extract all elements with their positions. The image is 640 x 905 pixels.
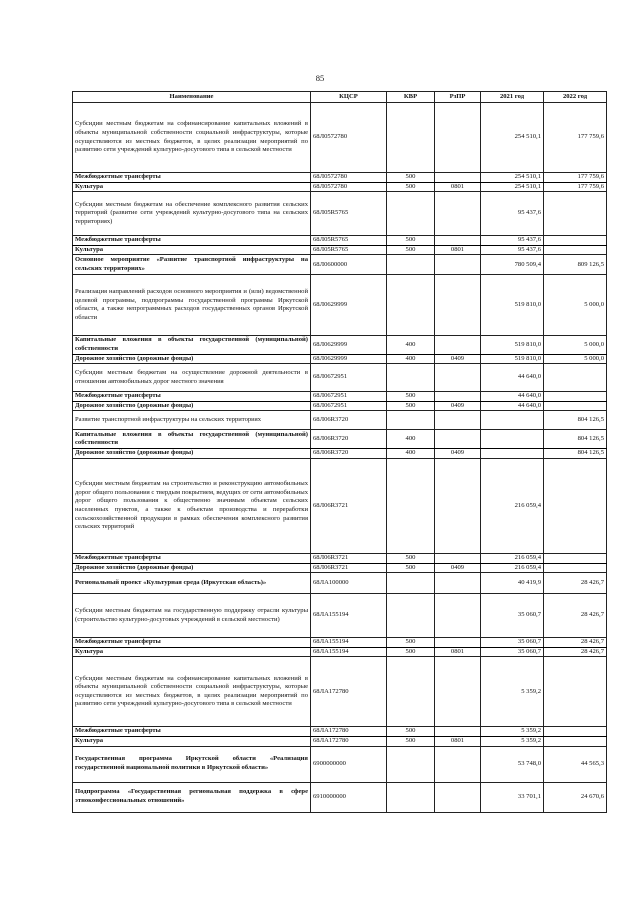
table-row: [73, 103, 607, 173]
row-kcsr-cell: 68Л0572780: [311, 182, 387, 192]
row-rzpr-cell: [435, 275, 481, 336]
header-rzpr: РзПР: [435, 92, 481, 103]
row-rzpr-cell: [435, 594, 481, 638]
row-kcsr-cell: 68Л05R5765: [311, 236, 387, 246]
row-2022-cell: [544, 236, 607, 246]
row-2022-cell: [544, 192, 607, 236]
header-kcsr: КЦСР: [311, 92, 387, 103]
row-rzpr-cell: [435, 236, 481, 246]
table-row: [73, 392, 607, 402]
row-rzpr-cell: 0801: [435, 182, 481, 192]
row-kcsr-cell: 68Л06R3720: [311, 449, 387, 459]
row-name-cell: Межбюджетные трансферты: [73, 638, 311, 648]
row-name-cell: Межбюджетные трансферты: [73, 392, 311, 402]
row-2021-cell: 519 810,0: [481, 275, 544, 336]
row-2022-cell: [544, 245, 607, 255]
row-rzpr-cell: [435, 553, 481, 563]
row-kvr-cell: 500: [387, 638, 435, 648]
row-2021-cell: 95 437,6: [481, 192, 544, 236]
row-kcsr-cell: 68ЛА172780: [311, 736, 387, 746]
row-rzpr-cell: [435, 782, 481, 812]
row-name-cell: Субсидии местным бюджетам на осуществление дорожной деятельности в отношении автомобильных дорог местного значения: [73, 364, 311, 392]
header-year-2021: 2021 год: [481, 92, 544, 103]
row-rzpr-cell: [435, 192, 481, 236]
row-name-cell: Субсидии местным бюджетам на государственную поддержку отрасли культуры (строительство культурно-досуговых учреждений в сельской местности): [73, 594, 311, 638]
row-kcsr-cell: 68ЛА100000: [311, 573, 387, 594]
row-name-cell: Субсидии местным бюджетам на софинансирование капитальных вложений в объекты муниципальной собственности социальной инфраструктуры, которые осуществляются из местных бюджетов, в целях реализации мероприятий по развитию сети учреждений культурно-досугового типа в сельской местности: [73, 103, 311, 173]
row-kvr-cell: [387, 746, 435, 782]
row-2021-cell: 44 640,0: [481, 392, 544, 402]
row-rzpr-cell: [435, 336, 481, 354]
row-rzpr-cell: [435, 411, 481, 430]
row-name-cell: Региональный проект «Культурная среда (Иркутская область)»: [73, 573, 311, 594]
row-name-cell: Дорожное хозяйство (дорожные фонды): [73, 449, 311, 459]
row-2021-cell: 519 810,0: [481, 354, 544, 364]
row-kvr-cell: [387, 275, 435, 336]
table-row: [73, 192, 607, 236]
row-2022-cell: 5 000,0: [544, 354, 607, 364]
row-2022-cell: [544, 458, 607, 553]
row-kcsr-cell: 68Л0572780: [311, 173, 387, 183]
row-2022-cell: 24 670,6: [544, 782, 607, 812]
row-2021-cell: 216 059,4: [481, 553, 544, 563]
row-rzpr-cell: 0409: [435, 354, 481, 364]
table-row: [73, 647, 607, 657]
row-rzpr-cell: [435, 103, 481, 173]
row-2022-cell: [544, 364, 607, 392]
row-rzpr-cell: 0801: [435, 736, 481, 746]
row-2021-cell: 44 640,0: [481, 364, 544, 392]
row-kcsr-cell: 68Л0629999: [311, 275, 387, 336]
table-row: [73, 782, 607, 812]
row-kcsr-cell: 68Л0672951: [311, 401, 387, 411]
table-body: [73, 103, 607, 813]
row-kcsr-cell: 68ЛА155194: [311, 594, 387, 638]
row-kvr-cell: 500: [387, 647, 435, 657]
table-row: [73, 736, 607, 746]
row-2021-cell: [481, 430, 544, 449]
row-name-cell: Подпрограмма «Государственная региональная поддержка в сфере этноконфессиональных отношений»: [73, 782, 311, 812]
row-2022-cell: [544, 553, 607, 563]
row-name-cell: Культура: [73, 647, 311, 657]
row-2021-cell: 44 640,0: [481, 401, 544, 411]
row-name-cell: Межбюджетные трансферты: [73, 553, 311, 563]
table-row: [73, 411, 607, 430]
row-kcsr-cell: 68ЛА155194: [311, 638, 387, 648]
row-2022-cell: 804 126,5: [544, 411, 607, 430]
row-kcsr-cell: 68Л0600000: [311, 255, 387, 275]
row-name-cell: Субсидии местным бюджетам на строительство и реконструкцию автомобильных дорог общего пользования с твердым покрытием, ведущих от сети автомобильных дорог общего пользования к общественно значимым объектам сельских населенных пунктов, а также к объектам производства и переработки сельскохозяйственной продукции в рамках обеспечения комплексного развития сельских территорий: [73, 458, 311, 553]
row-2021-cell: 40 419,9: [481, 573, 544, 594]
row-kvr-cell: [387, 103, 435, 173]
row-2022-cell: 5 000,0: [544, 336, 607, 354]
table-row: [73, 182, 607, 192]
row-rzpr-cell: [435, 458, 481, 553]
row-name-cell: Дорожное хозяйство (дорожные фонды): [73, 354, 311, 364]
row-kvr-cell: 500: [387, 173, 435, 183]
row-2022-cell: 804 126,5: [544, 449, 607, 459]
row-2021-cell: [481, 411, 544, 430]
table-row: [73, 255, 607, 275]
row-name-cell: Капитальные вложения в объекты государственной (муниципальной) собственности: [73, 336, 311, 354]
header-kvr: КВР: [387, 92, 435, 103]
row-2021-cell: 519 810,0: [481, 336, 544, 354]
row-kcsr-cell: 68Л06R3721: [311, 553, 387, 563]
row-kvr-cell: 500: [387, 563, 435, 573]
table-row: [73, 173, 607, 183]
row-2022-cell: 28 426,7: [544, 647, 607, 657]
row-rzpr-cell: [435, 430, 481, 449]
row-kvr-cell: [387, 458, 435, 553]
row-rzpr-cell: [435, 573, 481, 594]
row-kvr-cell: 500: [387, 401, 435, 411]
row-2021-cell: 35 060,7: [481, 594, 544, 638]
row-kcsr-cell: 68ЛА172780: [311, 727, 387, 737]
row-2022-cell: [544, 727, 607, 737]
row-rzpr-cell: [435, 173, 481, 183]
row-kcsr-cell: 68Л0672951: [311, 392, 387, 402]
row-2021-cell: 53 748,0: [481, 746, 544, 782]
row-rzpr-cell: 0409: [435, 401, 481, 411]
row-kcsr-cell: 6900000000: [311, 746, 387, 782]
row-kcsr-cell: 68Л0629999: [311, 336, 387, 354]
table-row: [73, 354, 607, 364]
table-row: [73, 236, 607, 246]
row-kcsr-cell: 68Л06R3721: [311, 458, 387, 553]
table-row: [73, 275, 607, 336]
row-name-cell: Культура: [73, 245, 311, 255]
row-rzpr-cell: 0801: [435, 245, 481, 255]
budget-table: [72, 91, 607, 813]
page-number: 85: [315, 73, 325, 83]
row-kvr-cell: [387, 192, 435, 236]
row-name-cell: Субсидии местным бюджетам на обеспечение комплексного развития сельских территорий (развитие сети учреждений культурно-досугового типа на сельских территориях): [73, 192, 311, 236]
row-2022-cell: 28 426,7: [544, 573, 607, 594]
row-2021-cell: 5 359,2: [481, 657, 544, 727]
row-rzpr-cell: 0409: [435, 449, 481, 459]
row-2022-cell: 809 126,5: [544, 255, 607, 275]
row-2022-cell: 177 759,6: [544, 182, 607, 192]
table-row: [73, 364, 607, 392]
row-kvr-cell: 400: [387, 449, 435, 459]
table-row: [73, 458, 607, 553]
table-row: [73, 594, 607, 638]
row-2022-cell: 44 565,3: [544, 746, 607, 782]
row-name-cell: Дорожное хозяйство (дорожные фонды): [73, 401, 311, 411]
row-kcsr-cell: 68Л0629999: [311, 354, 387, 364]
row-kcsr-cell: 68Л06R3720: [311, 430, 387, 449]
row-kcsr-cell: 68Л0572780: [311, 103, 387, 173]
row-kvr-cell: 500: [387, 727, 435, 737]
row-2021-cell: 254 510,1: [481, 182, 544, 192]
row-name-cell: Дорожное хозяйство (дорожные фонды): [73, 563, 311, 573]
row-2021-cell: 5 359,2: [481, 727, 544, 737]
row-name-cell: Капитальные вложения в объекты государственной (муниципальной) собственности: [73, 430, 311, 449]
row-rzpr-cell: [435, 392, 481, 402]
table-row: [73, 430, 607, 449]
row-kvr-cell: [387, 255, 435, 275]
row-kcsr-cell: 68Л05R5765: [311, 245, 387, 255]
row-rzpr-cell: [435, 746, 481, 782]
row-kvr-cell: 400: [387, 354, 435, 364]
row-name-cell: Межбюджетные трансферты: [73, 236, 311, 246]
row-2022-cell: 28 426,7: [544, 638, 607, 648]
row-2021-cell: 254 510,1: [481, 103, 544, 173]
row-name-cell: Межбюджетные трансферты: [73, 173, 311, 183]
table-row: [73, 573, 607, 594]
table-row: [73, 657, 607, 727]
row-2022-cell: [544, 401, 607, 411]
row-2022-cell: 177 759,6: [544, 103, 607, 173]
row-rzpr-cell: [435, 364, 481, 392]
row-kvr-cell: 400: [387, 430, 435, 449]
row-name-cell: Реализация направлений расходов основного мероприятия и (или) ведомственной целевой программы, подпрограммы государственной программы Иркутской области, а также непрограммных расходов государственных органов Иркутской области: [73, 275, 311, 336]
row-2022-cell: [544, 657, 607, 727]
row-name-cell: Культура: [73, 736, 311, 746]
table-row: [73, 746, 607, 782]
row-name-cell: Государственная программа Иркутской области «Реализация государственной национальной политики в Иркутской области»: [73, 746, 311, 782]
row-2022-cell: [544, 392, 607, 402]
row-kvr-cell: 500: [387, 553, 435, 563]
row-2021-cell: 35 060,7: [481, 647, 544, 657]
row-kvr-cell: [387, 782, 435, 812]
row-2022-cell: [544, 736, 607, 746]
row-kcsr-cell: 68Л06R3721: [311, 563, 387, 573]
row-2022-cell: [544, 563, 607, 573]
row-kvr-cell: 500: [387, 736, 435, 746]
row-2021-cell: 5 359,2: [481, 736, 544, 746]
row-kvr-cell: 500: [387, 182, 435, 192]
row-2021-cell: 33 701,1: [481, 782, 544, 812]
row-kcsr-cell: 68ЛА172780: [311, 657, 387, 727]
row-2021-cell: 216 059,4: [481, 563, 544, 573]
row-kcsr-cell: 68Л05R5765: [311, 192, 387, 236]
row-rzpr-cell: [435, 657, 481, 727]
table-row: [73, 563, 607, 573]
row-2022-cell: 804 126,5: [544, 430, 607, 449]
row-2021-cell: [481, 449, 544, 459]
row-kvr-cell: 500: [387, 245, 435, 255]
row-name-cell: Межбюджетные трансферты: [73, 727, 311, 737]
table-row: [73, 401, 607, 411]
row-kvr-cell: [387, 411, 435, 430]
row-kcsr-cell: 68ЛА155194: [311, 647, 387, 657]
row-kvr-cell: [387, 657, 435, 727]
table-header-row: [73, 92, 607, 103]
table-row: [73, 638, 607, 648]
row-kcsr-cell: 68Л06R3720: [311, 411, 387, 430]
header-year-2022: 2022 год: [544, 92, 607, 103]
table-row: [73, 245, 607, 255]
row-kvr-cell: [387, 594, 435, 638]
row-2021-cell: 254 510,1: [481, 173, 544, 183]
row-2021-cell: 95 437,6: [481, 236, 544, 246]
table-row: [73, 449, 607, 459]
row-kvr-cell: [387, 573, 435, 594]
row-name-cell: Культура: [73, 182, 311, 192]
row-2022-cell: 5 000,0: [544, 275, 607, 336]
row-kvr-cell: 500: [387, 236, 435, 246]
row-rzpr-cell: [435, 638, 481, 648]
row-2021-cell: 780 509,4: [481, 255, 544, 275]
row-2021-cell: 216 059,4: [481, 458, 544, 553]
row-kcsr-cell: 6910000000: [311, 782, 387, 812]
row-rzpr-cell: 0801: [435, 647, 481, 657]
row-kvr-cell: 500: [387, 392, 435, 402]
table-row: [73, 553, 607, 563]
row-kvr-cell: [387, 364, 435, 392]
row-name-cell: Развитие транспортной инфраструктуры на сельских территориях: [73, 411, 311, 430]
row-2021-cell: 35 060,7: [481, 638, 544, 648]
row-kvr-cell: 400: [387, 336, 435, 354]
row-kcsr-cell: 68Л0672951: [311, 364, 387, 392]
row-rzpr-cell: 0409: [435, 563, 481, 573]
header-name: Наименование: [73, 92, 311, 103]
table-row: [73, 336, 607, 354]
row-name-cell: Основное мероприятие «Развитие транспортной инфраструктуры на сельских территориях»: [73, 255, 311, 275]
row-rzpr-cell: [435, 255, 481, 275]
row-rzpr-cell: [435, 727, 481, 737]
row-2022-cell: 28 426,7: [544, 594, 607, 638]
row-name-cell: Субсидии местным бюджетам на софинансирование капитальных вложений в объекты муниципальной собственности социальной инфраструктуры, которые осуществляются из местных бюджетов, в целях реализации мероприятий по развитию сети учреждений культурно-досугового типа в сельской местности: [73, 657, 311, 727]
row-2022-cell: 177 759,6: [544, 173, 607, 183]
table-row: [73, 727, 607, 737]
row-2021-cell: 95 437,6: [481, 245, 544, 255]
